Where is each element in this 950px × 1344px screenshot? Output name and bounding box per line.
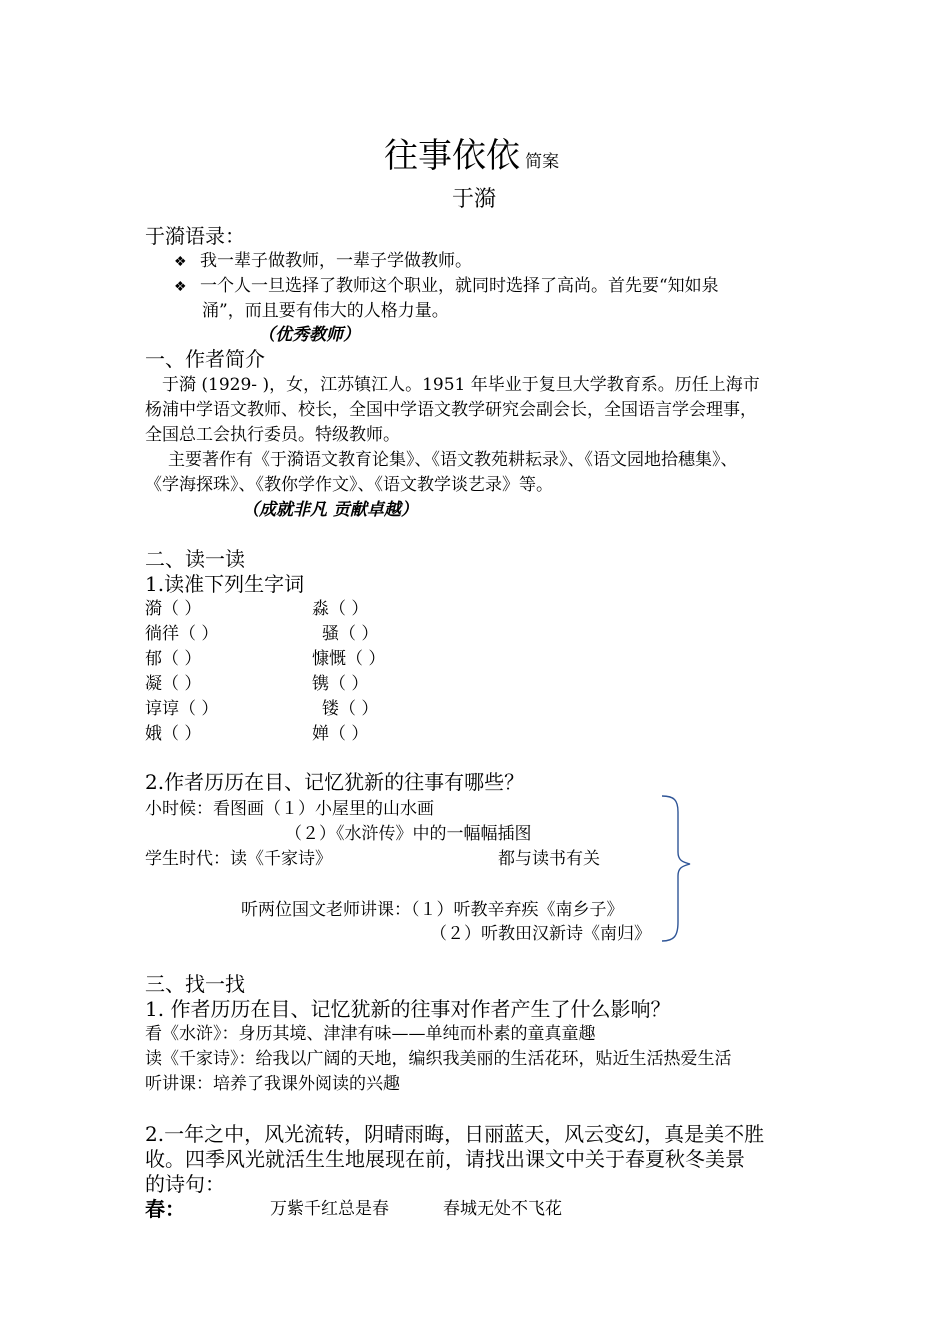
vocab-item: 慷慨（ ） bbox=[312, 649, 386, 669]
answer-line: 看《水浒》：身历其境、津津有味——单纯而朴素的童真童趣 bbox=[145, 1024, 596, 1044]
section3-question-1: 1. 作者历历在目、记忆犹新的往事对作者产生了什么影响？ bbox=[145, 997, 671, 1021]
answer-line: 读《千家诗》：给我以广阔的天地，编织我美丽的生活花环，贴近生活热爱生活 bbox=[145, 1049, 732, 1069]
vocab-item: 淼（ ） bbox=[312, 599, 369, 619]
memory-line: （２）《水浒传》中的一幅幅插图 bbox=[285, 824, 532, 844]
quote-text: 一个人一旦选择了教师这个职业，就同时选择了高尚。首先要“知如泉 bbox=[199, 276, 719, 296]
quote-note: （优秀教师） bbox=[258, 325, 360, 345]
quote-text: 我一辈子做教师，一辈子学做教师。 bbox=[199, 251, 472, 271]
vocab-item: 骚（ ） bbox=[322, 624, 379, 644]
bio-line: 全国总工会执行委员。特级教师。 bbox=[145, 425, 400, 445]
bullet-icon: ❖ bbox=[174, 279, 187, 295]
section3-heading: 三、找一找 bbox=[145, 972, 245, 996]
quote-text-continued: 涌”，而且要有伟大的人格力量。 bbox=[202, 301, 449, 321]
memory-line: 学生时代：读《千家诗》 bbox=[145, 849, 332, 869]
curly-brace-icon bbox=[658, 794, 698, 944]
memory-summary: 都与读书有关 bbox=[498, 849, 600, 869]
bio-line: 杨浦中学语文教师、校长，全国中学语文教学研究会副会长，全国语言学会理事， bbox=[145, 400, 757, 420]
section3-question-2: 2.一年之中，风光流转，阴晴雨晦，日丽蓝天，风云变幻，真是美不胜 bbox=[145, 1122, 765, 1146]
vocab-item: 漪（ ） bbox=[145, 599, 202, 619]
bio-line: 主要著作有《于漪语文教育论集》、《语文教苑耕耘录》、《语文园地拾穗集》、 bbox=[168, 450, 738, 470]
vocab-item: 镂（ ） bbox=[322, 699, 379, 719]
bio-line: 《学海探珠》、《教你学作文》、《语文教学谈艺录》等。 bbox=[145, 475, 553, 495]
title-main: 往事依依 bbox=[384, 136, 520, 176]
memory-line: 小时候：看图画（１）小屋里的山水画 bbox=[145, 799, 434, 819]
section3-question-2-line: 收。四季风光就活生生地展现在前，请找出课文中关于春夏秋冬美景 bbox=[145, 1147, 745, 1171]
bio-line: 于漪 (1929- )，女，江苏镇江人。1951 年毕业于复旦大学教育系。历任上海市 bbox=[162, 375, 760, 395]
memory-line: （２）听教田汉新诗《南归》 bbox=[430, 924, 651, 944]
vocab-item: 徜徉（ ） bbox=[145, 624, 219, 644]
vocab-item: 谆谆（ ） bbox=[145, 699, 219, 719]
section1-heading: 一、作者简介 bbox=[145, 347, 265, 371]
section2-question-1: 1.读准下列生字词 bbox=[145, 572, 305, 596]
title-sub: 简案 bbox=[525, 152, 560, 172]
section1-note: （成就非凡 贡献卓越） bbox=[242, 500, 418, 520]
spring-poem: 万紫千红总是春 bbox=[270, 1199, 389, 1219]
vocab-item: 婵（ ） bbox=[312, 724, 369, 744]
section3-question-2-line: 的诗句： bbox=[145, 1172, 225, 1196]
quote-item bbox=[174, 274, 719, 300]
quotes-heading: 于漪语录： bbox=[145, 224, 245, 248]
author-name: 于漪 bbox=[452, 187, 497, 212]
answer-line: 听讲课：培养了我课外阅读的兴趣 bbox=[145, 1074, 400, 1094]
vocab-item: 郁（ ） bbox=[145, 649, 202, 669]
memory-line: 听两位国文老师讲课：（１）听教辛弃疾《南乡子》 bbox=[241, 900, 624, 920]
bullet-icon: ❖ bbox=[174, 254, 187, 270]
page-title bbox=[384, 128, 560, 176]
vocab-item: 娥（ ） bbox=[145, 724, 202, 744]
spring-label: 春： bbox=[145, 1197, 185, 1221]
spring-poem: 春城无处不飞花 bbox=[443, 1199, 562, 1219]
section2-heading: 二、读一读 bbox=[145, 547, 245, 571]
quote-item bbox=[174, 249, 472, 275]
vocab-item: 镌（ ） bbox=[312, 674, 369, 694]
section2-question-2: 2.作者历历在目、记忆犹新的往事有哪些？ bbox=[145, 770, 525, 794]
vocab-item: 凝（ ） bbox=[145, 674, 202, 694]
